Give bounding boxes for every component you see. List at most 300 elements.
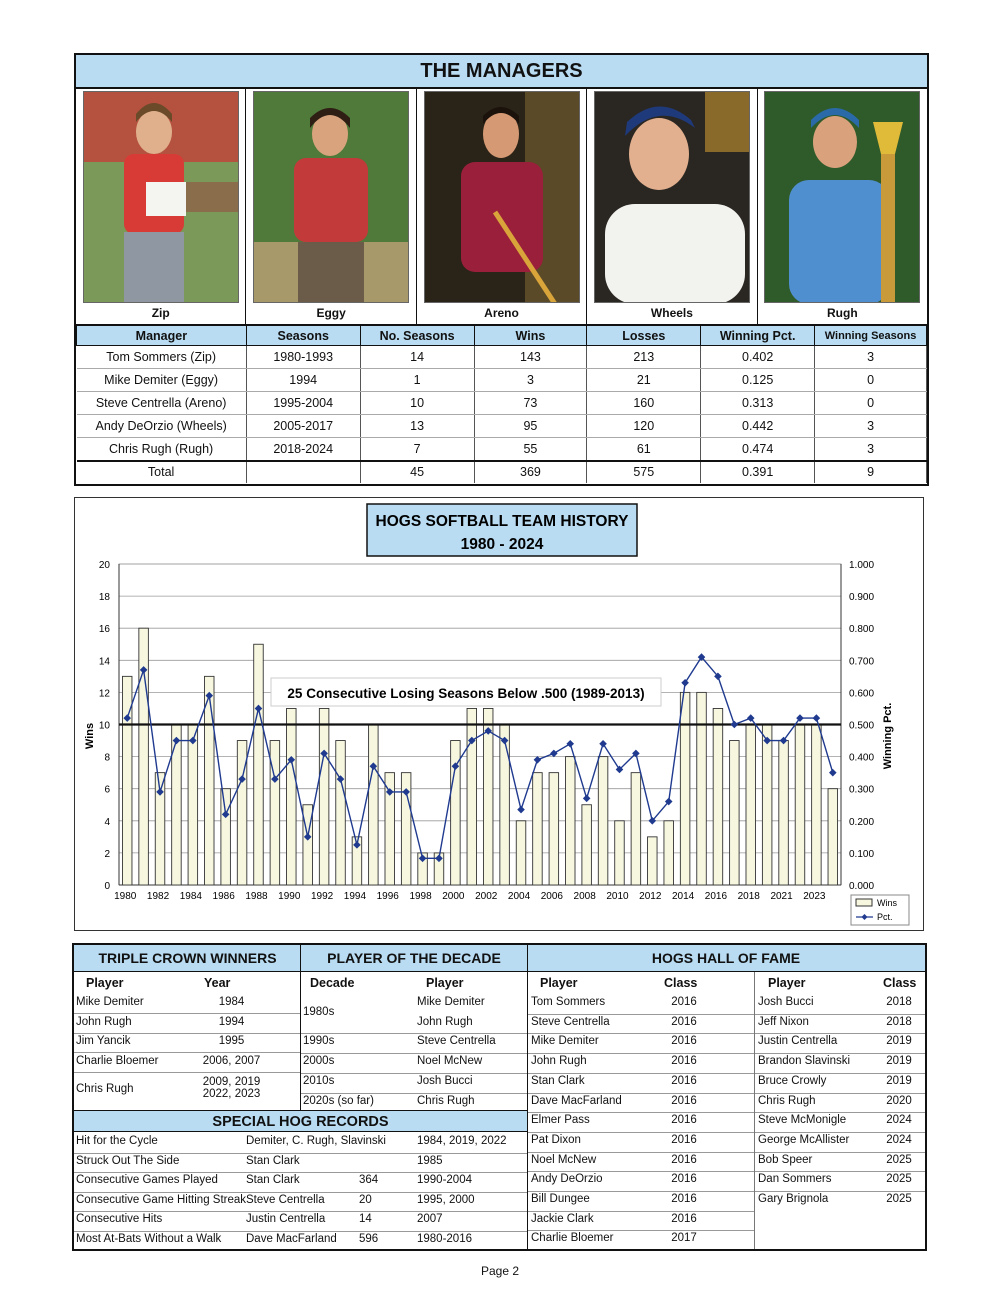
- wins-bar: [664, 821, 674, 885]
- hof-class: 2016: [671, 1114, 697, 1127]
- cell-losses: 213: [587, 346, 701, 369]
- hof-row-divider: [755, 1152, 925, 1153]
- wins-bar: [779, 741, 789, 885]
- col-head-winning-seasons: Winning Seasons: [815, 326, 927, 346]
- decade-title: PLAYER OF THE DECADE: [301, 945, 527, 972]
- managers-title: THE MANAGERS: [76, 55, 927, 89]
- manager-photo-areno: [424, 91, 580, 303]
- hof-row-divider: [528, 1053, 754, 1054]
- tc-year: 1984: [218, 996, 245, 1008]
- hof-class: 2016: [671, 1212, 697, 1225]
- hof-player: Bruce Crowly: [758, 1074, 827, 1087]
- wins-bar: [828, 789, 838, 885]
- wins-bar: [204, 676, 214, 885]
- hall-of-fame-title: HOGS HALL OF FAME: [527, 945, 925, 972]
- wins-bar: [500, 725, 510, 886]
- history-chart: [74, 497, 924, 931]
- hof-row-divider: [528, 1093, 754, 1094]
- y2-tick-label: 0.400: [849, 752, 875, 764]
- wins-bar: [746, 725, 756, 886]
- decade-head-decade: Decade: [310, 976, 355, 990]
- y-tick-label: 6: [104, 784, 110, 796]
- manager-photo-zip: [83, 91, 239, 303]
- decade-row-divider: [301, 1073, 527, 1074]
- hof-player: Noel McNew: [531, 1153, 597, 1166]
- y-tick-label: 14: [98, 656, 110, 668]
- cell-manager: Tom Sommers (Zip): [77, 346, 247, 369]
- photo-label-areno: Areno: [484, 306, 519, 320]
- record-name: Struck Out The Side: [76, 1154, 180, 1167]
- y-tick-label: 20: [98, 560, 110, 571]
- cell-losses: 21: [587, 369, 701, 392]
- decade-head-player: Player: [426, 976, 464, 990]
- y-tick-label: 0: [104, 881, 110, 892]
- y-tick-label: 4: [104, 816, 110, 828]
- y-tick-label: 16: [98, 624, 110, 636]
- y-tick-label: 12: [98, 688, 110, 700]
- record-value: 20: [359, 1193, 372, 1206]
- record-row-divider: [74, 1153, 527, 1154]
- hof-player: Chris Rugh: [758, 1094, 816, 1107]
- wins-bar: [221, 789, 231, 885]
- hof-head-player-2: Player: [768, 976, 806, 990]
- hof-class: 2016: [671, 1074, 697, 1087]
- record-row-divider: [74, 1231, 527, 1232]
- hof-row-divider: [755, 1132, 925, 1133]
- wins-bar: [549, 773, 559, 885]
- record-holder: Stan Clark: [246, 1174, 300, 1187]
- tc-year: 1994: [218, 1015, 245, 1028]
- hof-row-divider: [755, 1191, 925, 1192]
- x-tick-label: 1982: [146, 891, 170, 902]
- record-holder: Justin Centrella: [246, 1213, 326, 1226]
- record-year: 1984, 2019, 2022: [417, 1135, 507, 1147]
- hof-row-divider: [528, 1171, 754, 1172]
- x-tick-label: 2004: [507, 891, 531, 902]
- col-head-winning-pct: Winning Pct.: [701, 326, 815, 346]
- decade-row-divider: [301, 1053, 527, 1054]
- decade-player: Josh Bucci: [417, 1074, 473, 1087]
- total-wins: 369: [474, 461, 587, 483]
- history-chart-svg: [75, 498, 925, 932]
- hof-class: 2025: [886, 1193, 912, 1205]
- decade-player: Chris Rugh: [417, 1094, 475, 1107]
- hof-class: 2018: [886, 996, 912, 1008]
- hof-class: 2016: [671, 1173, 697, 1186]
- tc-year: 2022, 2023: [202, 1087, 261, 1100]
- manager-photos: [76, 89, 927, 325]
- hof-player: Andy DeOrzio: [531, 1173, 603, 1186]
- manager-row: [77, 369, 927, 392]
- cell-losses: 160: [587, 392, 701, 415]
- hof-class: 2020: [886, 1094, 912, 1107]
- hof-player: Tom Sommers: [531, 996, 606, 1008]
- legend-wins-swatch: [856, 899, 872, 906]
- records-section: [72, 943, 927, 1251]
- wins-bar: [631, 773, 641, 885]
- hof-class: 2016: [671, 996, 697, 1008]
- cell-no-seasons: 10: [360, 392, 474, 415]
- hof-class: 2017: [671, 1232, 697, 1245]
- hof-class: 2019: [886, 1074, 912, 1087]
- manager-row: [77, 415, 927, 438]
- cell-wins: 143: [474, 346, 587, 369]
- hof-player: Bob Speer: [758, 1153, 813, 1166]
- manager-photo-eggy: [253, 91, 409, 303]
- managers-section: [74, 53, 929, 486]
- divider-tc-decade: [300, 945, 301, 1110]
- decade-player: Mike Demiter: [417, 996, 485, 1008]
- hof-player: Steve Centrella: [531, 1015, 610, 1028]
- hof-player: Dave MacFarland: [531, 1094, 622, 1107]
- wins-bar: [812, 725, 822, 886]
- wins-bar: [648, 837, 658, 885]
- cell-losses: 120: [587, 415, 701, 438]
- record-holder: Demiter, C. Rugh, Slavinski: [246, 1135, 386, 1147]
- hof-class: 2016: [671, 1193, 697, 1205]
- hof-player: Josh Bucci: [758, 996, 814, 1008]
- cell-wins: 95: [474, 415, 587, 438]
- photo-cell-zip: [76, 89, 246, 324]
- cell-pct: 0.125: [701, 369, 815, 392]
- y-tick-label: 18: [98, 592, 110, 604]
- hof-player: George McAllister: [758, 1133, 850, 1146]
- record-year: 1985: [417, 1154, 443, 1167]
- total-seasons: [246, 461, 360, 483]
- tc-player: Jim Yancik: [76, 1035, 131, 1048]
- wins-bar: [254, 644, 264, 885]
- hof-class: 2019: [886, 1055, 912, 1068]
- wins-bar: [516, 821, 526, 885]
- hof-player: Steve McMonigle: [758, 1114, 847, 1127]
- x-tick-label: 2002: [475, 891, 498, 902]
- wins-bar: [762, 725, 772, 886]
- col-head-no-seasons: No. Seasons: [360, 326, 474, 346]
- tc-head-player: Player: [86, 976, 124, 990]
- photo-cell-areno: [417, 89, 587, 324]
- photo-cell-wheels: [587, 89, 757, 324]
- cell-winning-seasons: 3: [815, 438, 927, 461]
- tc-row-divider: [74, 1052, 300, 1053]
- wins-bar: [369, 725, 379, 886]
- y2-tick-label: 0.300: [849, 784, 875, 796]
- hof-class: 2016: [671, 1153, 697, 1166]
- hof-row-divider: [755, 1171, 925, 1172]
- record-name: Consecutive Hits: [76, 1213, 163, 1226]
- cell-seasons: 2005-2017: [246, 415, 360, 438]
- x-tick-label: 1992: [310, 891, 334, 902]
- x-tick-label: 1998: [409, 891, 432, 902]
- wins-bar: [680, 692, 690, 885]
- wins-bar: [598, 757, 608, 885]
- y2-tick-label: 0.500: [849, 720, 875, 732]
- wins-bar: [319, 708, 329, 885]
- wins-bar: [730, 741, 740, 885]
- x-tick-label: 2006: [540, 891, 563, 902]
- y2-tick-label: 0.700: [849, 656, 875, 668]
- hof-row-divider: [755, 1093, 925, 1094]
- tc-row-divider: [74, 1013, 300, 1014]
- x-tick-label: 1984: [179, 891, 202, 902]
- wins-bar: [336, 741, 346, 885]
- x-tick-label: 2012: [639, 891, 662, 902]
- chart-annotation: 25 Consecutive Losing Seasons Below .500 (1989-2013): [287, 686, 645, 701]
- tc-head-year: Year: [204, 976, 231, 990]
- record-value: 14: [359, 1213, 372, 1226]
- hof-row-divider: [528, 1014, 754, 1015]
- hof-player: Charlie Bloemer: [531, 1232, 614, 1245]
- record-year: 2007: [417, 1213, 443, 1226]
- x-tick-label: 1990: [278, 891, 301, 902]
- hof-player: Brandon Slavinski: [758, 1055, 851, 1068]
- wins-bar: [697, 692, 707, 885]
- total-no-seasons: 45: [360, 461, 474, 483]
- cell-winning-seasons: 0: [815, 369, 927, 392]
- cell-seasons: 1994: [246, 369, 360, 392]
- col-head-losses: Losses: [587, 326, 701, 346]
- photo-label-eggy: Eggy: [316, 306, 346, 320]
- hof-player: Jeff Nixon: [758, 1015, 809, 1028]
- y2-tick-label: 0.800: [849, 624, 875, 636]
- record-name: Consecutive Game Hitting Streak: [76, 1193, 247, 1206]
- decade-name: 1980s: [303, 1006, 335, 1018]
- cell-no-seasons: 1: [360, 369, 474, 392]
- x-tick-label: 1986: [212, 891, 235, 902]
- cell-pct: 0.474: [701, 438, 815, 461]
- decade-name: 1990s: [303, 1035, 335, 1048]
- manager-row: [77, 438, 927, 461]
- hof-player: Bill Dungee: [531, 1193, 590, 1205]
- hof-class: 2016: [671, 1055, 697, 1068]
- wins-bar: [188, 725, 198, 886]
- hof-row-divider: [528, 1112, 754, 1113]
- decade-name: 2010s: [303, 1074, 335, 1087]
- hof-player: Gary Brignola: [758, 1193, 829, 1205]
- tc-player: Mike Demiter: [76, 996, 144, 1008]
- y2-axis-label: Winning Pct.: [882, 702, 894, 770]
- hof-row-divider: [528, 1073, 754, 1074]
- cell-wins: 55: [474, 438, 587, 461]
- y2-tick-label: 0.900: [849, 592, 875, 604]
- manager-row: [77, 392, 927, 415]
- hof-class: 2024: [886, 1133, 912, 1146]
- decade-player: Noel McNew: [417, 1055, 483, 1068]
- cell-seasons: 2018-2024: [246, 438, 360, 461]
- manager-photo-wheels: [594, 91, 750, 303]
- records-title: SPECIAL HOG RECORDS: [74, 1110, 527, 1132]
- hof-class: 2016: [671, 1015, 697, 1028]
- tc-year: 2009, 2019: [202, 1075, 261, 1088]
- hof-row-divider: [528, 1211, 754, 1212]
- hof-class: 2016: [671, 1035, 697, 1048]
- total-winning-seasons: 9: [815, 461, 927, 483]
- hof-player: John Rugh: [531, 1055, 587, 1068]
- hof-player: Elmer Pass: [531, 1114, 590, 1127]
- hof-row-divider: [528, 1132, 754, 1133]
- x-tick-label: 2008: [573, 891, 596, 902]
- hof-player: Mike Demiter: [531, 1035, 599, 1048]
- hof-row-divider: [755, 1073, 925, 1074]
- wins-bar: [582, 805, 592, 885]
- col-head-manager: Manager: [77, 326, 247, 346]
- tc-year: 2006, 2007: [202, 1055, 261, 1068]
- record-row-divider: [74, 1211, 527, 1212]
- total-manager: Total: [77, 461, 247, 483]
- managers-table-body: [77, 346, 927, 483]
- y-axis-label: Wins: [84, 722, 96, 750]
- hof-player: Justin Centrella: [758, 1035, 838, 1048]
- wins-bar: [467, 708, 477, 885]
- hof-head-class-2: Class: [883, 976, 917, 990]
- col-head-wins: Wins: [474, 326, 587, 346]
- x-tick-label: 1988: [245, 891, 268, 902]
- tc-year: 1995: [218, 1035, 245, 1048]
- hof-row-divider: [755, 1112, 925, 1113]
- decade-row-divider: [301, 1093, 527, 1094]
- tc-player: Chris Rugh: [76, 1082, 134, 1095]
- col-head-seasons: Seasons: [246, 326, 360, 346]
- wins-bar: [533, 773, 543, 885]
- tc-player: John Rugh: [76, 1015, 132, 1028]
- x-tick-label: 1994: [343, 891, 367, 902]
- tc-row-divider: [74, 1072, 300, 1073]
- decade-name: 2000s: [303, 1055, 335, 1068]
- y2-tick-label: 0.200: [849, 816, 875, 828]
- hof-class: 2025: [886, 1153, 912, 1166]
- divider-decade-hof: [527, 945, 528, 1249]
- wins-bar: [795, 725, 805, 886]
- hof-head-class-1: Class: [664, 976, 698, 990]
- hof-class: 2025: [886, 1173, 912, 1186]
- hof-head-player-1: Player: [540, 976, 578, 990]
- hof-class: 2016: [671, 1133, 697, 1146]
- x-tick-label: 2021: [770, 891, 793, 902]
- photo-label-zip: Zip: [151, 306, 170, 320]
- hof-row-divider: [755, 1033, 925, 1034]
- hof-class: 2024: [886, 1114, 912, 1127]
- wins-bar: [713, 708, 723, 885]
- record-name: Hit for the Cycle: [76, 1135, 158, 1147]
- x-tick-label: 2023: [803, 891, 826, 902]
- y2-tick-label: 0.000: [849, 881, 875, 892]
- hof-row-divider: [528, 1230, 754, 1231]
- total-losses: 575: [587, 461, 701, 483]
- cell-seasons: 1995-2004: [246, 392, 360, 415]
- record-holder: Dave MacFarland: [246, 1233, 337, 1245]
- hof-row-divider: [755, 1014, 925, 1015]
- y-tick-label: 10: [98, 720, 110, 732]
- tc-player: Charlie Bloemer: [76, 1055, 159, 1068]
- cell-winning-seasons: 0: [815, 392, 927, 415]
- wins-bar: [483, 708, 493, 885]
- x-tick-label: 2016: [704, 891, 728, 902]
- x-tick-label: 2010: [606, 891, 629, 902]
- y2-tick-label: 0.100: [849, 848, 875, 860]
- record-year: 1980-2016: [417, 1233, 472, 1245]
- photo-cell-rugh: [758, 89, 927, 324]
- hof-row-divider: [755, 1053, 925, 1054]
- cell-losses: 61: [587, 438, 701, 461]
- record-value: 364: [359, 1174, 379, 1187]
- record-row-divider: [74, 1192, 527, 1193]
- cell-seasons: 1980-1993: [246, 346, 360, 369]
- cell-pct: 0.442: [701, 415, 815, 438]
- record-holder: Steve Centrella: [246, 1193, 325, 1206]
- y-tick-label: 2: [104, 848, 110, 860]
- wins-bar: [172, 725, 182, 886]
- total-pct: 0.391: [701, 461, 815, 483]
- record-name: Most At-Bats Without a Walk: [76, 1233, 222, 1245]
- record-year: 1990-2004: [417, 1174, 472, 1187]
- hof-class: 2018: [886, 1015, 912, 1028]
- hof-class: 2019: [886, 1035, 912, 1048]
- cell-no-seasons: 13: [360, 415, 474, 438]
- x-tick-label: 2018: [737, 891, 760, 902]
- wins-bar: [565, 757, 575, 885]
- manager-photo-rugh: [764, 91, 920, 303]
- cell-manager: Chris Rugh (Rugh): [77, 438, 247, 461]
- hof-player: Pat Dixon: [531, 1133, 581, 1146]
- decade-player: John Rugh: [417, 1015, 473, 1028]
- cell-manager: Steve Centrella (Areno): [77, 392, 247, 415]
- record-name: Consecutive Games Played: [76, 1174, 218, 1187]
- hof-player: Dan Sommers: [758, 1173, 832, 1186]
- page-number: Page 2: [480, 1264, 520, 1278]
- chart-subtitle: 1980 - 2024: [460, 536, 544, 553]
- legend-wins-label: Wins: [877, 898, 897, 908]
- managers-table: [76, 325, 927, 483]
- photo-label-rugh: Rugh: [827, 306, 858, 320]
- chart-title: HOGS SOFTBALL TEAM HISTORY: [375, 513, 629, 530]
- record-value: 596: [359, 1233, 379, 1245]
- decade-row-divider: [301, 1033, 527, 1034]
- record-holder: Stan Clark: [246, 1154, 300, 1167]
- managers-table-header: [77, 326, 927, 346]
- cell-winning-seasons: 3: [815, 415, 927, 438]
- decade-name: 2020s (so far): [303, 1094, 374, 1107]
- cell-wins: 73: [474, 392, 587, 415]
- hof-class: 2016: [671, 1094, 697, 1107]
- y-tick-label: 8: [104, 752, 110, 764]
- cell-pct: 0.402: [701, 346, 815, 369]
- x-tick-label: 1996: [376, 891, 399, 902]
- x-tick-label: 2014: [671, 891, 695, 902]
- hof-row-divider: [528, 1191, 754, 1192]
- cell-manager: Andy DeOrzio (Wheels): [77, 415, 247, 438]
- y2-tick-label: 1.000: [849, 560, 875, 571]
- managers-total-row: [77, 461, 927, 483]
- cell-wins: 3: [474, 369, 587, 392]
- decade-player: Steve Centrella: [417, 1035, 496, 1048]
- hof-player: Jackie Clark: [531, 1212, 594, 1225]
- x-tick-label: 1980: [114, 891, 137, 902]
- wins-bar: [615, 821, 625, 885]
- record-year: 1995, 2000: [417, 1193, 475, 1206]
- record-row-divider: [74, 1172, 527, 1173]
- x-tick-label: 2000: [442, 891, 465, 902]
- photo-label-wheels: Wheels: [650, 306, 693, 320]
- wins-bar: [287, 708, 297, 885]
- manager-row: [77, 346, 927, 369]
- tc-row-divider: [74, 1033, 300, 1034]
- triple-crown-title: TRIPLE CROWN WINNERS: [74, 945, 301, 972]
- cell-pct: 0.313: [701, 392, 815, 415]
- cell-no-seasons: 7: [360, 438, 474, 461]
- y2-tick-label: 0.600: [849, 688, 875, 700]
- cell-winning-seasons: 3: [815, 346, 927, 369]
- hof-row-divider: [528, 1152, 754, 1153]
- photo-cell-eggy: [246, 89, 416, 324]
